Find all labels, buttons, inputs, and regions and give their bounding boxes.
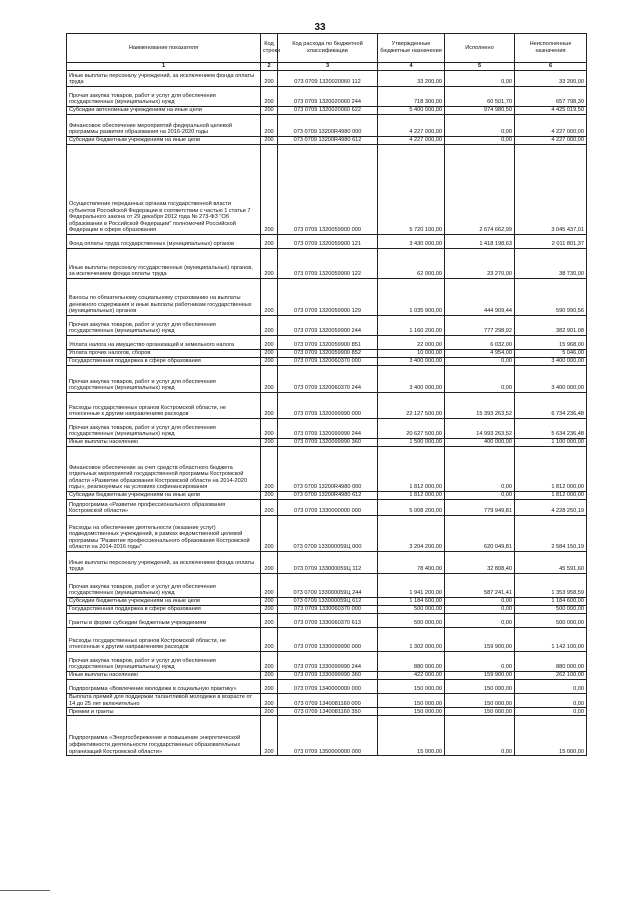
table-row — [67, 336, 587, 350]
row-name: Подпрограмма «Энергосбережение и повышение энергетической эффективности деятельности государственных образовательных организаций Костромской области» — [67, 716, 261, 756]
row-executed: 150 000,00 — [445, 694, 515, 708]
table-row — [67, 606, 587, 614]
row-approved: 4 227 000,00 — [378, 115, 445, 137]
row-executed: 779 949,81 — [445, 500, 515, 516]
table-row — [67, 350, 587, 358]
table-row — [67, 393, 587, 419]
row-remaining: 1 353 958,59 — [515, 574, 587, 598]
row-executed: 159 900,00 — [445, 628, 515, 652]
table-row — [67, 87, 587, 107]
row-approved: 3 400 000,00 — [378, 358, 445, 366]
row-line-code: 200 — [261, 336, 278, 350]
row-budget-code: 073 0709 1320060370 000 — [278, 358, 378, 366]
row-approved: 78 400,00 — [378, 552, 445, 574]
table-row — [67, 107, 587, 115]
header-budget-code: Код расхода по бюджетной классификации — [278, 34, 378, 63]
row-line-code: 200 — [261, 574, 278, 598]
row-name: Прочая закупка товаров, работ и услуг для обеспечения государственных (муниципальных) нужд — [67, 574, 261, 598]
row-approved: 5 720 100,00 — [378, 145, 445, 235]
table-row — [67, 614, 587, 628]
row-approved: 1 500 000,00 — [378, 439, 445, 447]
row-budget-code: 073 0709 133000059Ц 612 — [278, 598, 378, 606]
row-remaining: 590 990,56 — [515, 279, 587, 316]
column-index: 5 — [445, 63, 515, 71]
row-budget-code: 073 0709 1330000000 000 — [278, 500, 378, 516]
row-budget-code: 073 0709 1330060370 613 — [278, 614, 378, 628]
row-approved: 62 000,00 — [378, 249, 445, 279]
table-row — [67, 652, 587, 672]
row-name: Иные выплаты персоналу государственных (муниципальных) органов, за исключением фонда оплаты труда — [67, 249, 261, 279]
row-approved: 1 812 000,00 — [378, 492, 445, 500]
row-line-code: 200 — [261, 708, 278, 716]
table-body — [67, 71, 587, 756]
row-budget-code: 073 0709 1330099990 360 — [278, 672, 378, 680]
row-remaining: 0,00 — [515, 708, 587, 716]
row-executed: 0,00 — [445, 492, 515, 500]
column-index: 3 — [278, 63, 378, 71]
row-name: Расходы государственных органов Костромской области, не отнесенные к другим направлениям расходов — [67, 393, 261, 419]
table-row — [67, 628, 587, 652]
row-budget-code: 073 0709 1320059900 129 — [278, 279, 378, 316]
row-executed: 444 909,44 — [445, 279, 515, 316]
row-name: Прочая закупка товаров, работ и услуг для обеспечения государственных (муниципальных) нужд — [67, 316, 261, 336]
row-line-code: 200 — [261, 350, 278, 358]
row-executed: 0,00 — [445, 614, 515, 628]
row-line-code: 200 — [261, 235, 278, 249]
row-name: Расходы на обеспечение деятельности (оказание услуг) подведомственных учреждений, в рамках ведомственной целевой программы "Развитие профессионального образования Костромской области на 2014-2016 годы" — [67, 516, 261, 552]
row-executed: 0,00 — [445, 137, 515, 145]
row-name: Прочая закупка товаров, работ и услуг для обеспечения государственных (муниципальных) нужд — [67, 419, 261, 439]
row-name: Прочая закупка товаров, работ и услуг для обеспечения государственных (муниципальных) нужд — [67, 87, 261, 107]
column-index: 6 — [515, 63, 587, 71]
row-line-code: 200 — [261, 500, 278, 516]
row-approved: 15 000,00 — [378, 716, 445, 756]
table-row — [67, 235, 587, 249]
header-executed: Исполнено — [445, 34, 515, 63]
row-line-code: 200 — [261, 249, 278, 279]
row-remaining: 4 425 019,50 — [515, 107, 587, 115]
table-row — [67, 516, 587, 552]
table-row — [67, 492, 587, 500]
row-remaining: 3 045 437,01 — [515, 145, 587, 235]
row-remaining: 1 812 000,00 — [515, 447, 587, 492]
row-line-code: 200 — [261, 716, 278, 756]
row-budget-code: 073 0709 1340000000 000 — [278, 680, 378, 694]
column-index: 2 — [261, 63, 278, 71]
row-name: Субсидии бюджетным учреждениям на иные цели — [67, 492, 261, 500]
row-approved: 33 200,00 — [378, 71, 445, 87]
budget-execution-table — [66, 33, 587, 756]
row-remaining: 5 634 236,48 — [515, 419, 587, 439]
row-name: Финансовое обеспечение за счет средств областного бюджета отдельных мероприятий государственной программы Костромской области «Развитие образования Костромской области на 2014-2020 годы», реализуемых на условиях софинансирования — [67, 447, 261, 492]
row-executed: 6 032,00 — [445, 336, 515, 350]
row-approved: 1 302 000,00 — [378, 628, 445, 652]
row-line-code: 200 — [261, 447, 278, 492]
row-budget-code: 073 0709 1320059900 851 — [278, 336, 378, 350]
row-line-code: 200 — [261, 71, 278, 87]
table-row — [67, 552, 587, 574]
row-name: Гранты в форме субсидии бюджетным учреждениям — [67, 614, 261, 628]
row-executed: 15 393 263,52 — [445, 393, 515, 419]
row-remaining: 262 100,00 — [515, 672, 587, 680]
table-row — [67, 447, 587, 492]
row-budget-code: 073 0709 1320099990 360 — [278, 439, 378, 447]
row-name: Уплата налога на имущество организаций и земельного налога — [67, 336, 261, 350]
row-name: Взносы по обязательному социальному страхованию на выплаты денежного содержания и иные выплаты работникам государственных (муниципальных) органов — [67, 279, 261, 316]
row-remaining: 5 046,00 — [515, 350, 587, 358]
row-budget-code: 073 0709 13200R4980 612 — [278, 492, 378, 500]
column-index-row — [67, 63, 587, 71]
row-approved: 1 941 200,00 — [378, 574, 445, 598]
row-name: Иные выплаты персоналу учреждений, за исключением фонда оплаты труда — [67, 552, 261, 574]
row-line-code: 200 — [261, 115, 278, 137]
row-approved: 150 000,00 — [378, 694, 445, 708]
row-line-code: 200 — [261, 366, 278, 393]
header-name: Наименование показателя — [67, 34, 261, 63]
row-name: Расходы государственных органов Костромской области, не отнесенные к другим направлениям расходов — [67, 628, 261, 652]
row-executed: 0,00 — [445, 716, 515, 756]
table-header-row — [67, 34, 587, 63]
row-budget-code: 073 0709 1340081160 000 — [278, 694, 378, 708]
row-line-code: 200 — [261, 680, 278, 694]
row-executed: 0,00 — [445, 606, 515, 614]
row-approved: 3 204 200,00 — [378, 516, 445, 552]
row-approved: 500 000,00 — [378, 606, 445, 614]
header-approved: Утвержденные бюджетные назначения — [378, 34, 445, 63]
row-line-code: 200 — [261, 316, 278, 336]
row-remaining: 0,00 — [515, 680, 587, 694]
row-executed: 150 000,00 — [445, 680, 515, 694]
row-remaining: 1 142 100,00 — [515, 628, 587, 652]
row-budget-code: 073 0709 1320059900 852 — [278, 350, 378, 358]
row-name: Выплата премий для поддержки талантливой молодежи в возрасте от 14 до 25 лет включительно — [67, 694, 261, 708]
row-budget-code: 073 0709 1330060370 000 — [278, 606, 378, 614]
table-row — [67, 598, 587, 606]
row-remaining: 4 228 250,19 — [515, 500, 587, 516]
row-remaining: 880 000,00 — [515, 652, 587, 672]
row-remaining: 1 812 000,00 — [515, 492, 587, 500]
table-row — [67, 694, 587, 708]
row-remaining: 0,00 — [515, 694, 587, 708]
row-budget-code: 073 0709 1320020060 244 — [278, 87, 378, 107]
footer-rule — [0, 890, 50, 891]
table-row — [67, 137, 587, 145]
row-executed: 0,00 — [445, 652, 515, 672]
row-approved: 1 184 600,00 — [378, 598, 445, 606]
row-approved: 150 000,00 — [378, 708, 445, 716]
table-row — [67, 574, 587, 598]
row-line-code: 200 — [261, 279, 278, 316]
row-budget-code: 073 0709 1320059900 244 — [278, 316, 378, 336]
column-index: 4 — [378, 63, 445, 71]
row-line-code: 200 — [261, 358, 278, 366]
row-name: Подпрограмма «Развитие профессионального образования Костромской области» — [67, 500, 261, 516]
row-budget-code: 073 0709 13200R4980 000 — [278, 115, 378, 137]
row-line-code: 200 — [261, 614, 278, 628]
table-row — [67, 358, 587, 366]
row-budget-code: 073 0709 1330099990 000 — [278, 628, 378, 652]
table-row — [67, 145, 587, 235]
row-approved: 10 000,00 — [378, 350, 445, 358]
table-row — [67, 249, 587, 279]
row-approved: 500 000,00 — [378, 614, 445, 628]
row-approved: 3 400 000,00 — [378, 366, 445, 393]
row-budget-code: 073 0709 133000059Ц 112 — [278, 552, 378, 574]
row-executed: 60 501,70 — [445, 87, 515, 107]
row-name: Фонд оплаты труда государственных (муниципальных) органов — [67, 235, 261, 249]
row-executed: 974 980,50 — [445, 107, 515, 115]
table-row — [67, 716, 587, 756]
row-line-code: 200 — [261, 145, 278, 235]
row-executed: 0,00 — [445, 115, 515, 137]
row-budget-code: 073 0709 1320099990 244 — [278, 419, 378, 439]
row-budget-code: 073 0709 1320020060 622 — [278, 107, 378, 115]
table-row — [67, 115, 587, 137]
column-index: 1 — [67, 63, 261, 71]
row-budget-code: 073 0709 1320099990 000 — [278, 393, 378, 419]
row-budget-code: 073 0709 1320020060 112 — [278, 71, 378, 87]
row-line-code: 200 — [261, 393, 278, 419]
row-executed: 159 900,00 — [445, 672, 515, 680]
row-approved: 20 627 500,00 — [378, 419, 445, 439]
row-remaining: 2 584 150,19 — [515, 516, 587, 552]
row-name: Субсидии бюджетным учреждениям на иные цели — [67, 598, 261, 606]
row-name: Государственная поддержка в сфере образования — [67, 606, 261, 614]
row-executed: 0,00 — [445, 358, 515, 366]
row-remaining: 33 200,00 — [515, 71, 587, 87]
table-row — [67, 366, 587, 393]
row-line-code: 200 — [261, 419, 278, 439]
row-remaining: 38 730,00 — [515, 249, 587, 279]
row-name: Финансовое обеспечение мероприятий федеральной целевой программы развития образования на 2016-2020 годы — [67, 115, 261, 137]
table-row — [67, 419, 587, 439]
row-remaining: 500 000,00 — [515, 614, 587, 628]
row-remaining: 6 734 236,48 — [515, 393, 587, 419]
row-name: Уплата прочих налогов, сборов — [67, 350, 261, 358]
row-remaining: 3 400 000,00 — [515, 358, 587, 366]
row-executed: 2 674 662,99 — [445, 145, 515, 235]
row-line-code: 200 — [261, 492, 278, 500]
row-executed: 0,00 — [445, 71, 515, 87]
row-budget-code: 073 0709 1350000000 000 — [278, 716, 378, 756]
row-budget-code: 073 0709 1340081160 350 — [278, 708, 378, 716]
row-approved: 4 227 000,00 — [378, 137, 445, 145]
table-row — [67, 680, 587, 694]
row-approved: 1 812 000,00 — [378, 447, 445, 492]
row-executed: 0,00 — [445, 598, 515, 606]
row-line-code: 200 — [261, 87, 278, 107]
table-row — [67, 500, 587, 516]
row-line-code: 200 — [261, 628, 278, 652]
header-remaining: Неисполненные назначения — [515, 34, 587, 63]
row-name: Субсидии автономным учреждениям на иные цели — [67, 107, 261, 115]
table-row — [67, 439, 587, 447]
row-budget-code: 073 0709 133000059Ц 244 — [278, 574, 378, 598]
table-row — [67, 672, 587, 680]
row-remaining: 15 968,00 — [515, 336, 587, 350]
row-name: Субсидии бюджетным учреждениям на иные цели — [67, 137, 261, 145]
row-name: Иные выплаты населению — [67, 439, 261, 447]
row-executed: 0,00 — [445, 366, 515, 393]
row-executed: 14 993 263,52 — [445, 419, 515, 439]
row-remaining: 3 400 000,00 — [515, 366, 587, 393]
table-row — [67, 708, 587, 716]
row-approved: 22 000,00 — [378, 336, 445, 350]
row-line-code: 200 — [261, 516, 278, 552]
row-name: Государственная поддержка в сфере образования — [67, 358, 261, 366]
row-executed: 1 418 198,63 — [445, 235, 515, 249]
row-approved: 5 008 200,00 — [378, 500, 445, 516]
row-line-code: 200 — [261, 439, 278, 447]
row-approved: 880 000,00 — [378, 652, 445, 672]
row-executed: 150 000,00 — [445, 708, 515, 716]
table-row — [67, 316, 587, 336]
row-executed: 4 954,00 — [445, 350, 515, 358]
table-row — [67, 279, 587, 316]
row-line-code: 200 — [261, 107, 278, 115]
row-budget-code: 073 0709 13200R4980 000 — [278, 447, 378, 492]
row-budget-code: 073 0709 1320059900 122 — [278, 249, 378, 279]
row-name: Осуществление переданных органам государственной власти субъектов Российской Федерации в соответствии с частью 1 статьи 7 Федерального закона от 29 декабря 2012 года № 273-ФЗ "Об образовании в Российской Федерации" полномочий Российской Федерации в сфере образования — [67, 145, 261, 235]
row-remaining: 1 100 000,00 — [515, 439, 587, 447]
row-budget-code: 073 0709 1320059900 000 — [278, 145, 378, 235]
row-line-code: 200 — [261, 606, 278, 614]
row-remaining: 382 901,08 — [515, 316, 587, 336]
row-line-code: 200 — [261, 694, 278, 708]
header-line-code: Код строки — [261, 34, 278, 63]
row-approved: 3 430 000,00 — [378, 235, 445, 249]
row-executed: 32 808,40 — [445, 552, 515, 574]
row-line-code: 200 — [261, 552, 278, 574]
row-name: Премии и гранты — [67, 708, 261, 716]
row-name: Прочая закупка товаров, работ и услуг для обеспечения государственных (муниципальных) нужд — [67, 366, 261, 393]
row-name: Иные выплаты персоналу учреждений, за исключением фонда оплаты труда — [67, 71, 261, 87]
row-approved: 718 300,00 — [378, 87, 445, 107]
row-remaining: 2 011 801,37 — [515, 235, 587, 249]
row-approved: 1 035 900,00 — [378, 279, 445, 316]
row-name: Иные выплаты населению — [67, 672, 261, 680]
row-approved: 5 400 000,00 — [378, 107, 445, 115]
row-remaining: 1 184 600,00 — [515, 598, 587, 606]
row-name: Подпрограмма «Вовлечение молодежи в социальную практику» — [67, 680, 261, 694]
row-line-code: 200 — [261, 672, 278, 680]
row-remaining: 4 227 000,00 — [515, 137, 587, 145]
page-number: 33 — [314, 22, 326, 33]
row-executed: 587 241,41 — [445, 574, 515, 598]
row-executed: 0,00 — [445, 447, 515, 492]
row-budget-code: 073 0709 1320059900 121 — [278, 235, 378, 249]
row-approved: 150 000,00 — [378, 680, 445, 694]
row-line-code: 200 — [261, 652, 278, 672]
row-remaining: 500 000,00 — [515, 606, 587, 614]
row-budget-code: 073 0709 133000059Ц 000 — [278, 516, 378, 552]
row-line-code: 200 — [261, 137, 278, 145]
row-approved: 22 127 500,00 — [378, 393, 445, 419]
row-executed: 23 270,00 — [445, 249, 515, 279]
row-executed: 400 000,00 — [445, 439, 515, 447]
table-row — [67, 71, 587, 87]
row-remaining: 15 000,00 — [515, 716, 587, 756]
row-approved: 1 160 200,00 — [378, 316, 445, 336]
row-line-code: 200 — [261, 598, 278, 606]
row-remaining: 45 591,60 — [515, 552, 587, 574]
row-executed: 777 298,92 — [445, 316, 515, 336]
row-remaining: 4 227 000,00 — [515, 115, 587, 137]
row-budget-code: 073 0709 1320060370 244 — [278, 366, 378, 393]
row-executed: 620 049,81 — [445, 516, 515, 552]
row-budget-code: 073 0709 13200R4980 612 — [278, 137, 378, 145]
row-budget-code: 073 0709 1330099990 244 — [278, 652, 378, 672]
row-remaining: 657 798,30 — [515, 87, 587, 107]
row-name: Прочая закупка товаров, работ и услуг для обеспечения государственных (муниципальных) нужд — [67, 652, 261, 672]
row-approved: 422 000,00 — [378, 672, 445, 680]
